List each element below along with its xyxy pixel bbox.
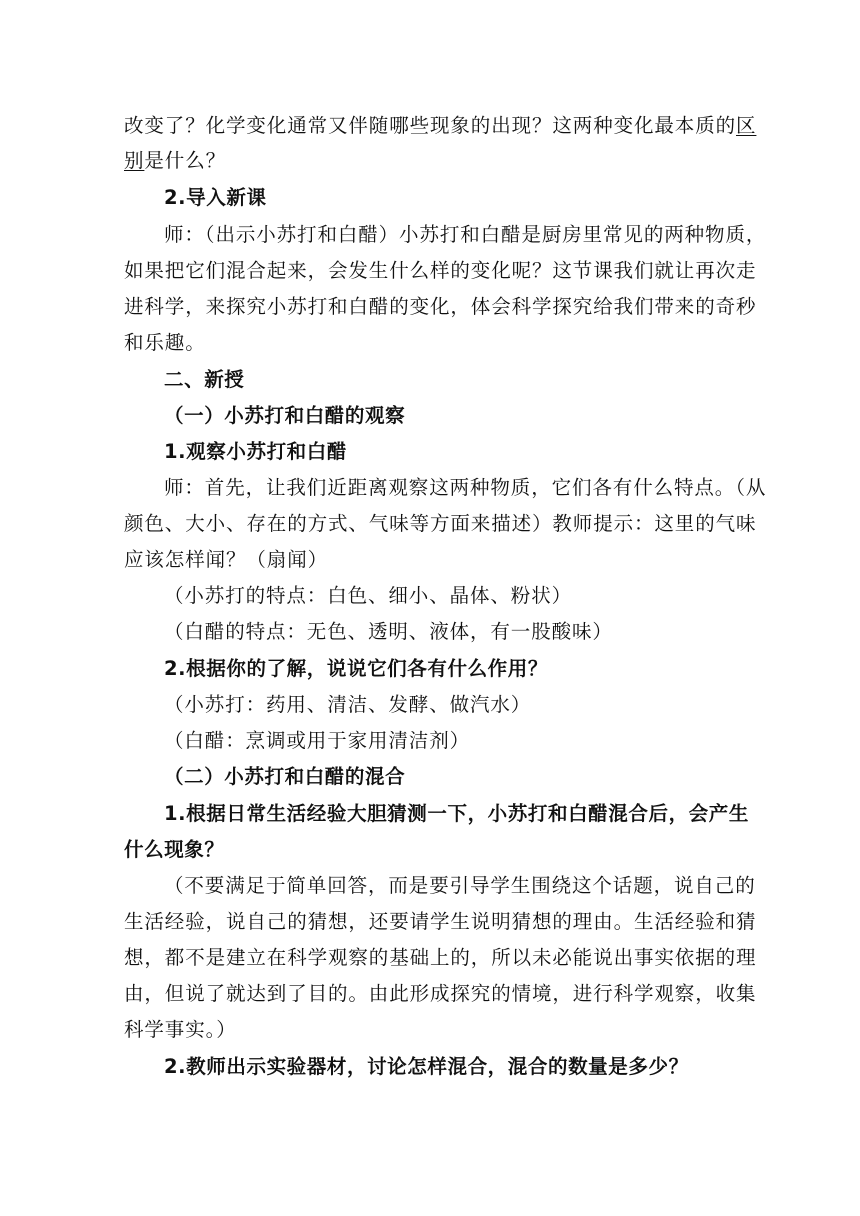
paragraph-line: 进科学，来探究小苏打和白醋的变化，体会科学探究给我们带来的奇秒 bbox=[124, 295, 757, 318]
paragraph-line: 和乐趣。 bbox=[124, 331, 206, 354]
paragraph-line: （小苏打：药用、清洁、发酵、做汽水） bbox=[164, 693, 532, 716]
heading-equipment: 2.教师出示实验器材，讨论怎样混合，混合的数量是多少？ bbox=[164, 1055, 689, 1078]
underlined-text: 别 bbox=[124, 149, 145, 172]
heading-section-mixing: （二）小苏打和白醋的混合 bbox=[164, 765, 406, 788]
heading-section-observation: （一）小苏打和白醋的观察 bbox=[164, 404, 406, 427]
text-run: 改变了？化学变化通常又伴随哪些现象的出现？这两种变化最本质的 bbox=[124, 114, 737, 137]
paragraph-line bbox=[124, 112, 764, 140]
paragraph-line: 颜色、大小、存在的方式、气味等方面来描述）教师提示：这里的气味 bbox=[124, 512, 757, 535]
heading-new-lesson: 二、新授 bbox=[164, 368, 245, 391]
heading-import-lesson: 2.导入新课 bbox=[164, 186, 267, 209]
paragraph-line: 师：（出示小苏打和白醋）小苏打和白醋是厨房里常见的两种物质， bbox=[164, 223, 767, 246]
paragraph-line: （白醋：烹调或用于家用清洁剂） bbox=[164, 729, 471, 752]
heading-guess: 1.根据日常生活经验大胆猜测一下，小苏打和白醋混合后，会产生 bbox=[164, 802, 749, 825]
paragraph-line: 生活经验，说自己的猜想，还要请学生说明猜想的理由。生活经验和猜 bbox=[124, 910, 757, 933]
paragraph-line: 科学事实。） bbox=[124, 1018, 237, 1041]
paragraph-line: 如果把它们混合起来，会发生什么样的变化呢？这节课我们就让再次走 bbox=[124, 259, 757, 282]
paragraph-line bbox=[124, 147, 764, 175]
underlined-text: 区 bbox=[736, 114, 757, 137]
text-run: 是什么？ bbox=[144, 149, 227, 172]
paragraph-line: （不要满足于简单回答，而是要引导学生围绕这个话题，说自己的 bbox=[164, 874, 756, 897]
heading-observe: 1.观察小苏打和白醋 bbox=[164, 440, 347, 463]
paragraph-line: （白醋的特点：无色、透明、液体，有一股酸味） bbox=[164, 620, 613, 643]
paragraph-line: 应该怎样闻？（扇闻） bbox=[124, 548, 329, 571]
paragraph-line: （小苏打的特点：白色、细小、晶体、粉状） bbox=[164, 584, 573, 607]
heading-guess-continued: 什么现象？ bbox=[124, 838, 225, 861]
heading-uses: 2.根据你的了解，说说它们各有什么作用？ bbox=[164, 657, 548, 680]
paragraph-line: 由，但说了就达到了目的。由此形成探究的情境，进行科学观察，收集 bbox=[124, 982, 757, 1005]
paragraph-line: 师：首先，让我们近距离观察这两种物质，它们各有什么特点。（从 bbox=[164, 476, 767, 499]
paragraph-line: 想，都不是建立在科学观察的基础上的，所以未必能说出事实依据的理 bbox=[124, 946, 757, 969]
